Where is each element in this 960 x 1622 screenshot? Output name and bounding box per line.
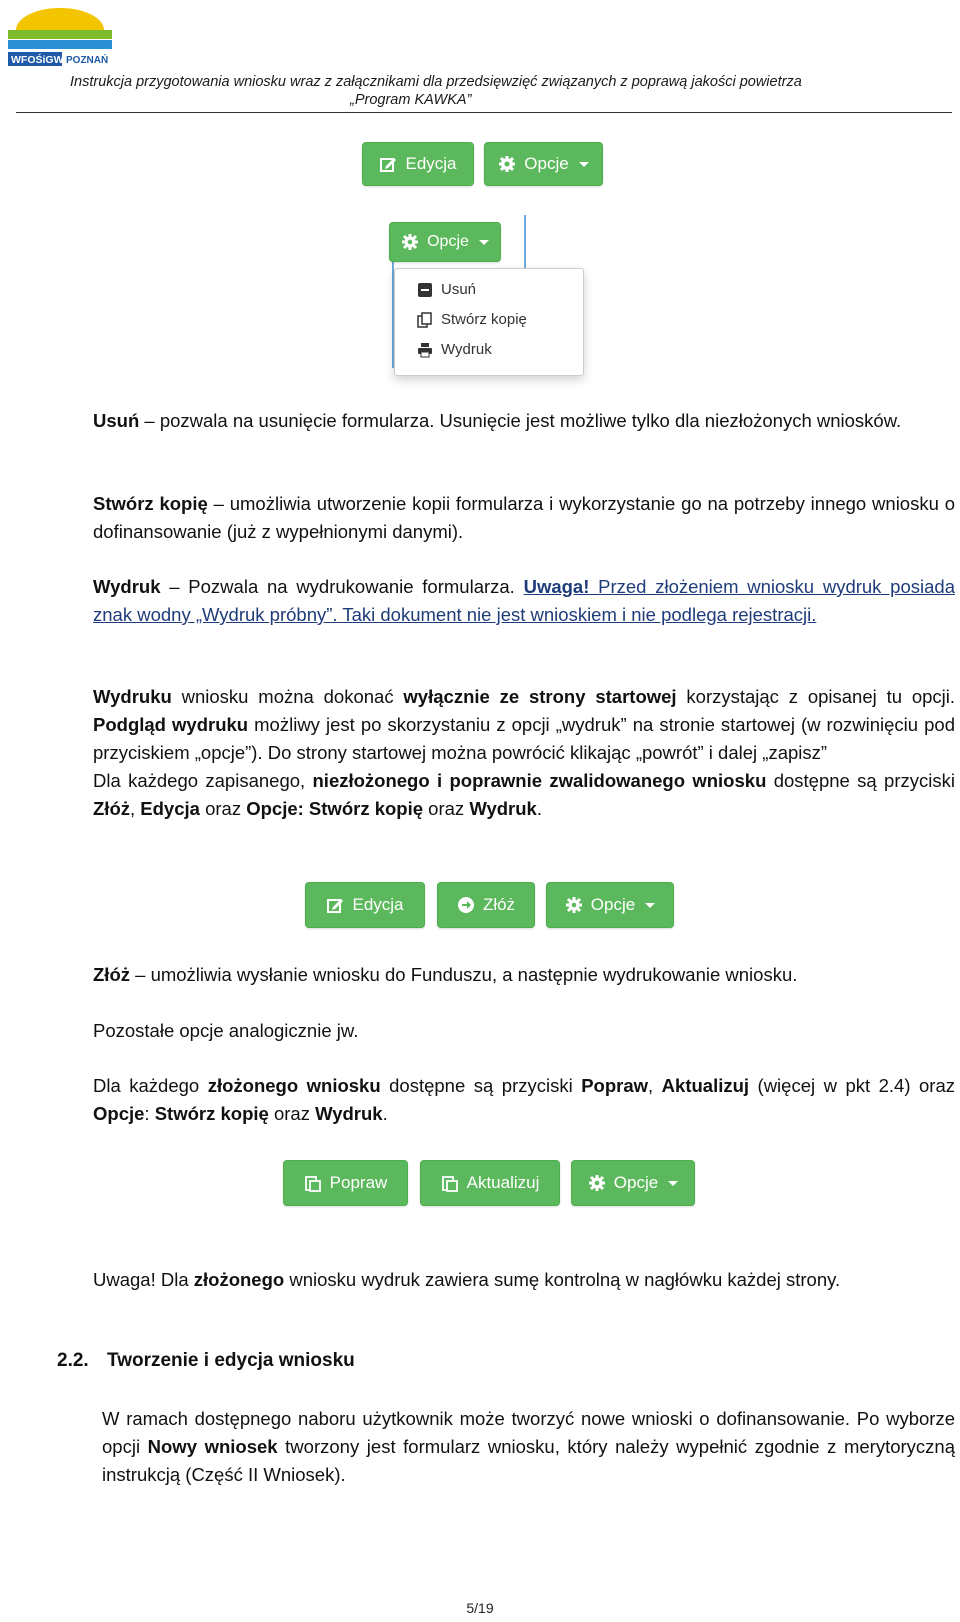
text: (więcej w pkt 2.4) oraz [749, 1075, 955, 1096]
text: Dla każdego [93, 1075, 208, 1096]
logo-text: WFOŚiGW [11, 54, 64, 66]
text: oraz [268, 1103, 316, 1124]
arrow-circle-right-icon [457, 896, 475, 914]
bold-text: Popraw [581, 1075, 649, 1096]
bold-text: Opcje [93, 1103, 145, 1124]
text: , [130, 798, 141, 819]
bold-text: Nowy wniosek [147, 1436, 278, 1457]
text: wniosku wydruk zawiera sumę kontrolną w nagłówku każdej strony. [284, 1269, 841, 1290]
bold-text: Aktualizuj [661, 1075, 750, 1096]
bold-text: Złóż [93, 798, 130, 819]
menu-item-label: Stwórz kopię [441, 311, 527, 328]
text: – umożliwia wysłanie wniosku do Funduszu, a następnie wydrukowanie wniosku. [130, 964, 798, 985]
text: – Pozwala na wydrukowanie formularza. [160, 576, 524, 597]
bold-text: złożonego [193, 1269, 285, 1290]
text: W ramach dostępnego naboru użytkownik może tworzyć nowe wnioski o dofinansowanie. Po wyborze opcji [102, 1408, 955, 1457]
edit-button[interactable] [305, 882, 425, 928]
options-dropdown-button[interactable] [389, 222, 501, 262]
logo-city: POZNAŃ [66, 55, 109, 66]
update-button[interactable] [420, 1160, 560, 1206]
caret-down-icon [479, 240, 489, 245]
bold-text: Wydruku [93, 686, 172, 707]
copy-icon [417, 312, 433, 328]
options-button-label: Opcje [590, 895, 636, 914]
edit-icon [326, 896, 344, 914]
gear-icon [401, 233, 419, 251]
text: możliwy jest po skorzystaniu z opcji „wydruk” na stronie startowej (w rozwinięciu pod przyciskiem „opcje”). Do strony startowej można powrócić klikając „powrót” i dalej „zapisz” [93, 714, 955, 763]
section-number: 2.2. [57, 1350, 89, 1371]
options-dropdown-menu [394, 268, 584, 376]
caret-down-icon [579, 162, 589, 167]
text: – umożliwia utworzenie kopii formularza i wykorzystanie go na potrzeby innego wniosku o dofinansowanie (już z wypełnionymi danymi). [93, 493, 955, 542]
options-button-label: Opcje [524, 154, 569, 173]
bold-text: złożonego wniosku [207, 1075, 381, 1096]
document-header [70, 73, 802, 109]
edit-button[interactable] [362, 142, 474, 186]
term-submit: Złóż [93, 964, 130, 985]
text: oraz [423, 798, 470, 819]
options-button[interactable] [546, 882, 674, 928]
text: : [144, 1103, 155, 1124]
bold-text: Wydruk [315, 1103, 383, 1124]
section-title: Tworzenie i edycja wniosku [107, 1350, 355, 1371]
gear-icon [498, 155, 516, 173]
submit-button[interactable] [437, 882, 535, 928]
options-button[interactable] [484, 142, 603, 186]
bold-text: wyłącznie ze strony startowej [403, 686, 677, 707]
menu-item-copy[interactable] [417, 311, 527, 328]
text: dostępne są przyciski [766, 770, 955, 791]
section-heading [57, 1350, 355, 1372]
update-button-label: Aktualizuj [466, 1173, 540, 1192]
paragraph-print [93, 573, 955, 629]
text: . [536, 798, 542, 819]
edit-button-label: Edycja [405, 154, 457, 173]
paragraph-submit [93, 961, 955, 989]
gear-icon [565, 896, 583, 914]
text: . [382, 1103, 388, 1124]
edit-icon [379, 155, 397, 173]
bold-text: Podgląd wydruku [93, 714, 249, 735]
paragraph-other-options [93, 1017, 955, 1045]
text: oraz [199, 798, 247, 819]
term-copy: Stwórz kopię [93, 493, 208, 514]
paste-icon [304, 1174, 322, 1192]
term-print: Wydruk [93, 576, 161, 597]
text: – pozwala na usunięcie formularza. Usunięcie jest możliwe tylko dla niezłożonych wniosków. [139, 410, 902, 431]
edit-button-label: Edycja [352, 895, 404, 914]
text: Uwaga! Dla [93, 1269, 194, 1290]
text: korzystając z opisanej tu opcji. [676, 686, 956, 707]
minus-square-icon [417, 282, 433, 298]
paragraph-delete [93, 407, 955, 435]
bold-text: Stwórz kopię [154, 1103, 269, 1124]
term-delete: Usuń [93, 410, 140, 431]
section-paragraph [102, 1405, 955, 1489]
warning-text: Przed złożeniem wniosku wydruk posiada znak wodny „Wydruk próbny”. Taki dokument nie jest wnioskiem i nie podlega rejestracji. [93, 576, 955, 625]
paragraph-print-details [93, 683, 955, 823]
header-line-2: „Program KAWKA” [350, 92, 472, 108]
wfosigw-logo [6, 6, 114, 68]
gear-icon [588, 1174, 606, 1192]
options-dropdown-label: Opcje [427, 233, 469, 250]
submit-button-label: Złóż [482, 895, 516, 914]
menu-item-label: Wydruk [441, 341, 492, 358]
text: tworzony jest formularz wniosku, który należy wypełnić zgodnie z merytoryczną instrukcją (Część II Wniosek). [102, 1436, 955, 1485]
paragraph-copy [93, 490, 955, 546]
paste-icon [441, 1174, 459, 1192]
caret-down-icon [668, 1181, 678, 1186]
warning-label: Uwaga! [523, 576, 590, 597]
bold-text: niezłożonego i poprawnie zwalidowanego wniosku [312, 770, 767, 791]
text: dostępne są przyciski [380, 1075, 582, 1096]
header-rule [16, 112, 952, 113]
menu-item-print[interactable] [417, 341, 492, 358]
bold-text: Wydruk [469, 798, 537, 819]
fix-button-label: Popraw [329, 1173, 388, 1192]
text: wniosku można dokonać [171, 686, 404, 707]
page-number: 5/19 [466, 1600, 494, 1616]
text: , [648, 1075, 662, 1096]
caret-down-icon [645, 903, 655, 908]
menu-item-label: Usuń [441, 281, 477, 298]
bold-text: Edycja [140, 798, 200, 819]
text: Pozostałe opcje analogicznie jw. [93, 1020, 359, 1041]
menu-item-delete[interactable] [417, 281, 476, 298]
text: Dla każdego zapisanego, [93, 770, 313, 791]
paragraph-submitted [93, 1072, 955, 1128]
fix-button[interactable] [283, 1160, 408, 1206]
bold-text: Opcje: Stwórz kopię [246, 798, 424, 819]
header-line-1: Instrukcja przygotowania wniosku wraz z załącznikami dla przedsięwzięć związanych z poprawą jakości powietrza [70, 74, 802, 90]
print-icon [417, 342, 433, 358]
options-button[interactable] [571, 1160, 695, 1206]
paragraph-checksum [93, 1266, 955, 1294]
options-button-label: Opcje [613, 1173, 659, 1192]
